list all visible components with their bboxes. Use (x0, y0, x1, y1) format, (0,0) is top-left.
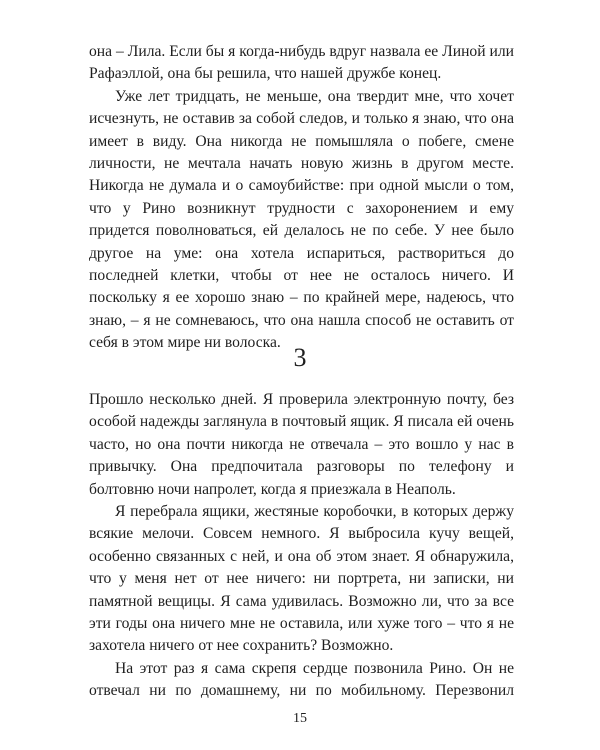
chapter-first-paragraph: Прошло несколько дней. Я проверила электронную почту, без особой надежды заглянула в почтовый ящик. Я писала ей очень часто, но она почти никогда не отвечала – это вошло у нас в привычку. Она предпочитала разговоры по телефону и болтовню ночи напролет, когда я приезжала в Неаполь. (89, 391, 514, 498)
paragraph-continuation: она – Лила. Если бы я когда-нибудь вдруг назвала ее Линой или Рафаэллой, она бы решила, что нашей дружбе конец. (89, 43, 514, 83)
text-block-before-chapter (89, 41, 514, 355)
paragraph: Уже лет тридцать, не меньше, она твердит мне, что хочет исчезнуть, не оставив за собой следов, и только я знаю, что она имеет в виду. Она никогда не помышляла о побеге, смене личности, не мечтала начать новую жизнь в другом месте. Никогда не думала и о самоубийстве: при одной мысли о том, что у Рино возникнут трудности с захоронением и ему придется поволноваться, ей делалось не по себе. У нее было другое на уме: она хотела испариться, раствориться до последней клетки, чтобы от нее не осталось ничего. И поскольку я ее хорошо знаю – по крайней мере, надеюсь, что знаю, – я не сомневаюсь, что она нашла способ не оставить от себя в этом мире ни волоска. (89, 87, 514, 352)
paragraph: Я перебрала ящики, жестяные коробочки, в которых держу всякие мелочи. Совсем немного. Я выбросила кучу вещей, особенно связанных с ней, и она об этом знает. Я обнаружила, что у меня нет от нее ничего: ни портрета, ни записки, ни памятной вещицы. Я сама удивилась. Возможно ли, что за все эти годы она ничего мне не оставила, или хуже того – что я не захотела ничего от нее сохранить? Возможно. (89, 503, 514, 655)
chapter-number: 3 (293, 343, 307, 372)
page-number: 15 (293, 711, 307, 726)
paragraph-continued-next-page: На этот раз я сама скрепя сердце позвонила Рино. Он не отвечал ни по домашнему, ни по мобильному. Перезвонил (89, 659, 514, 700)
text-block-after-chapter (89, 389, 514, 703)
